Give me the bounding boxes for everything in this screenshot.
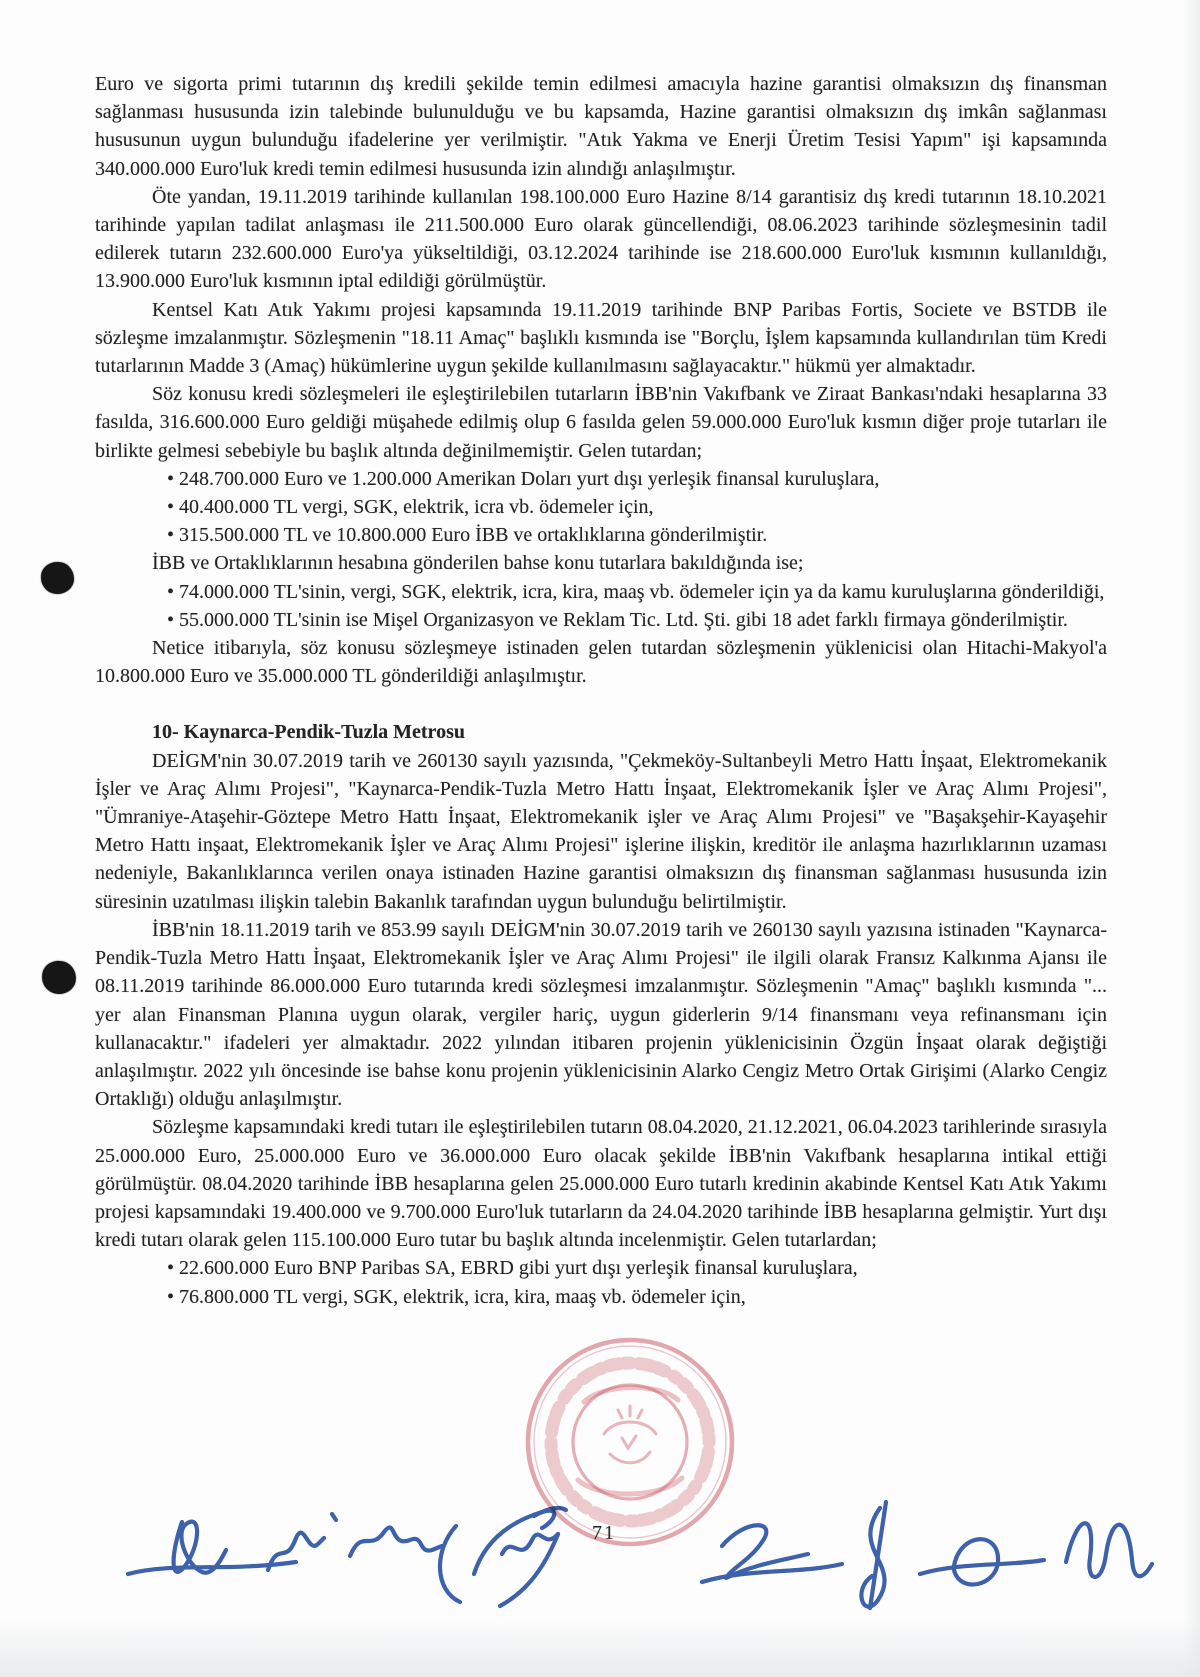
bullet-item: • 40.400.000 TL vergi, SGK, elektrik, icra vb. ödemeler için, (167, 496, 654, 519)
document-body (95, 70, 1107, 1311)
paragraph: İBB'nin 18.11.2019 tarih ve 853.99 sayılı DEİGM'nin 30.07.2019 tarih ve 260130 sayılı yazısına istinaden "Kaynarca-Pendik-Tuzla Metro Hattı İnşaat, Elektromekanik İşler ve Araç Alımı Projesi" ile ilgili olarak Fransız Kalkınma Ajansı ile 08.11.2019 tarihinde 86.000.000 Euro tutarında kredi sözleşmesi imzalanmıştır. Sözleşmenin "Amaç" başlıklı kısmında "... yer alan Finansman Planına uygun olarak, vergiler hariç, uygun giderlerin 9/14 finansmanı veya refinansmanı için kullanacaktır." ifadeleri yer almaktadır. 2022 yılından itibaren projenin yüklenicisinin Özgün İnşaat olarak değiştiği anlaşılmıştır. 2022 yılı öncesinde ise bahse konu projenin yüklenicisinin Alarko Cengiz Metro Ortak Girişimi (Alarko Cengiz Ortaklığı) olduğu anlaşılmıştır. (95, 918, 1107, 1111)
punch-hole-top (41, 562, 74, 594)
paragraph: Sözleşme kapsamındaki kredi tutarı ile eşleştirilebilen tutarın 08.04.2020, 21.12.2021, 06.04.2023 tarihlerinde sırasıyla 25.000.000 Euro, 25.000.000 Euro ve 36.000.000 Euro olacak şekilde İBB'nin Vakıfbank hesaplarına intikal ettiği görülmüştür. 08.04.2020 tarihinde İBB hesaplarına gelen 25.000.000 Euro tutarlı kredinin akabinde Kentsel Katı Atık Yakımı projesi kapsamındaki 19.400.000 ve 9.700.000 Euro'luk tutarların da 24.04.2020 tarihinde İBB hesaplarına gelmiştir. Yurt dışı kredi tutarı olarak gelen 115.100.000 Euro tutar bu başlık altında incelenmiştir. Gelen tutarlardan; (95, 1116, 1107, 1252)
section-heading: 10- Kaynarca-Pendik-Tuzla Metrosu (152, 721, 465, 744)
paragraph: İBB ve Ortaklıklarının hesabına gönderilen bahse konu tutarlara bakıldığında ise; (152, 552, 804, 575)
bullet-item: • 315.500.000 TL ve 10.800.000 Euro İBB ve ortaklıklarına gönderilmiştir. (167, 524, 768, 547)
signature-group-right (688, 1488, 1158, 1628)
bullet-item: • 248.700.000 Euro ve 1.200.000 Amerikan Doları yurt dışı yerleşik finansal kuruluşlara, (167, 467, 880, 490)
page-number: 71 (592, 1522, 616, 1544)
bullet-item: • 76.800.000 TL vergi, SGK, elektrik, icra, kira, maaş vb. ödemeler için, (167, 1285, 746, 1308)
bullet-item: • 74.000.000 TL'sinin, vergi, SGK, elektrik, icra, kira, maaş vb. ödemeler için ya da kamu kuruluşlarına gönderildiği, (167, 580, 1105, 603)
signature-group-left (118, 1492, 658, 1617)
punch-hole-bottom (40, 959, 78, 996)
paragraph: Kentsel Katı Atık Yakımı projesi kapsamında 19.11.2019 tarihinde BNP Paribas Fortis, Societe ve BSTDB ile sözleşme imzalanmıştır. Sözleşmenin "18.11 Amaç" başlıklı kısmında ise "Borçlu, İşlem kapsamında kullandırılan tüm Kredi tutarlarının Madde 3 (Amaç) hükümlerine uygun şekilde kullanılmasını sağlayacaktır." hükmü yer almaktadır. (95, 298, 1107, 378)
paragraph: Söz konusu kredi sözleşmeleri ile eşleştirilebilen tutarların İBB'nin Vakıfbank ve Ziraat Bankası'ndaki hesaplarına 33 fasılda, 316.600.000 Euro geldiği müşahede edilmiş olup 6 fasılda gelen 59.000.000 Euro'luk kısmın diğer proje tutarları ile birlikte gelmesi sebebiyle bu başlık altında değinilmemiştir. Gelen tutardan; (95, 383, 1107, 462)
paragraph: Netice itibarıyla, söz konusu sözleşmeye istinaden gelen tutardan sözleşmenin yüklenicisi olan Hitachi-Makyol'a 10.800.000 Euro ve 35.000.000 TL gönderildiği anlaşılmıştır. (95, 637, 1107, 688)
bullet-item: • 22.600.000 Euro BNP Paribas SA, EBRD gibi yurt dışı yerleşik finansal kuruluşlara, (167, 1257, 858, 1280)
bullet-item: • 55.000.000 TL'sinin ise Mişel Organizasyon ve Reklam Tic. Ltd. Şti. gibi 18 adet farklı firmaya gönderilmiştir. (167, 608, 1068, 631)
paragraph: Euro ve sigorta primi tutarının dış kredili şekilde temin edilmesi amacıyla hazine garantisi olmaksızın dış finansman sağlanması hususunda izin talebinde bulunulduğu ve bu kapsamda, Hazine garantisi olmaksızın dış imkân sağlanması hususunun uygun bulunduğu ifadelerine yer verilmiştir. "Atık Yakma ve Enerji Üretim Tesisi Yapım" işi kapsamında 340.000.000 Euro'luk kredi temin edilmesi hususunda izin alındığı anlaşılmıştır. (95, 73, 1107, 180)
paragraph: DEİGM'nin 30.07.2019 tarih ve 260130 sayılı yazısında, "Çekmeköy-Sultanbeyli Metro Hattı İnşaat, Elektromekanik İşler ve Araç Alımı Projesi", "Kaynarca-Pendik-Tuzla Metro Hattı İnşaat, Elektromekanik İşler ve Araç Alımı Projesi", "Ümraniye-Ataşehir-Göztepe Metro Hattı İnşaat, Elektromekanik işler ve Araç Alımı Projesi" ve "Başakşehir-Kayaşehir Metro Hattı inşaat, Elektromekanik İşler ve Araç Alımı Projesi" işlerine ilişkin, kreditör ile anlaşma hazırlıklarının uzaması nedeniyle, Bakanlıklarınca verilen onaya istinaden Hazine garantisi olmaksızın dış finansman sağlanması hususunda izin süresinin uzatılması ilişkin talebin Bakanlık tarafından uygun bulunduğu belirtilmiştir. (95, 749, 1107, 913)
paragraph: Öte yandan, 19.11.2019 tarihinde kullanılan 198.100.000 Euro Hazine 8/14 garantisiz dış kredi tutarının 18.10.2021 tarihinde yapılan tadilat anlaşması ile 211.500.000 Euro olarak güncellendiği, 08.06.2023 tarihinde sözleşmesinin tadil edilerek tutarın 232.600.000 Euro'ya yükseltildiği, 03.12.2024 tarihinde ise 218.600.000 Euro'luk kısmının kullanıldığı, 13.900.000 Euro'luk kısmının iptal edildiği görülmüştür. (95, 185, 1107, 293)
